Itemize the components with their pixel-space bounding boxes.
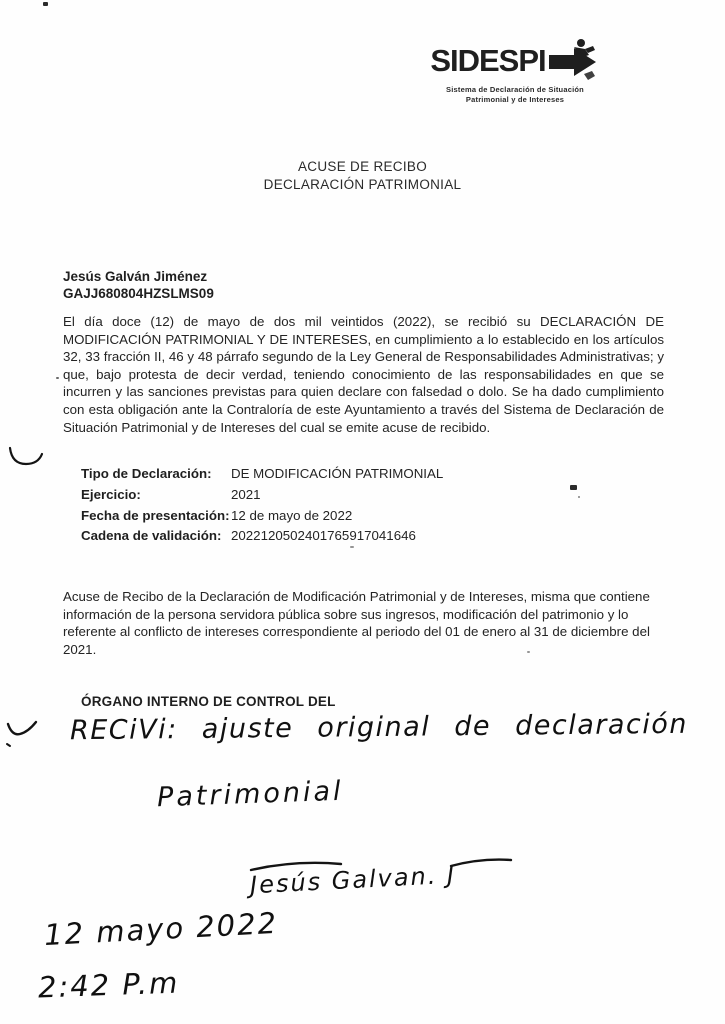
document-title-line1: ACUSE DE RECIBO bbox=[297, 159, 428, 174]
scan-speck bbox=[56, 377, 59, 379]
detail-label: Cadena de validación: bbox=[81, 528, 222, 544]
sidespi-wordmark: SIDESPI bbox=[430, 43, 546, 78]
receipt-paragraph: El día doce (12) de mayo de dos mil veintidos (2022), se recibió su DECLARACIÓN DE MODIFICACIÓN PATRIMONIAL Y DE INTERESES, en cumplimiento a lo establecido en los artículos 32, 33 fracción II, 46 y 48 párrafo segundo de la Ley General de Responsabilidades Administrativas; y que, bajo protesta de decir verdad, teniendo conocimiento de las responsabilidades en que se incurren y las sanciones previstas para quien declare con falsedad o dolo. Se ha dado cumplimiento con esta obligación ante la Contraloría de este Ayuntamiento a través del Sistema de Declaración de Situación Patrimonial y de Intereses del cual se emite acuse de recibido. bbox=[63, 314, 664, 435]
detail-value: DE MODIFICACIÓN PATRIMONIAL bbox=[231, 466, 444, 481]
detail-row-ejercicio bbox=[81, 485, 641, 506]
ink-check-mark bbox=[4, 718, 42, 750]
declarant-block bbox=[63, 268, 214, 302]
handwritten-date: 12 mayo 2022 bbox=[43, 905, 279, 953]
handwritten-note-line1: RECiVi: ajuste original de declaración bbox=[69, 708, 689, 747]
ink-curve-mark bbox=[8, 442, 48, 472]
logo-subtitle-line2: Patrimonial y de Intereses bbox=[465, 95, 565, 104]
document-title bbox=[0, 158, 725, 193]
handwritten-note-line2: Patrimonial bbox=[156, 775, 344, 814]
scan-speck bbox=[350, 546, 354, 548]
scan-speck bbox=[578, 496, 580, 498]
handwritten-time: 2:42 P.m bbox=[37, 965, 180, 1005]
summary-paragraph: Acuse de Recibo de la Declaración de Modificación Patrimonial y de Intereses, misma que contiene información de la persona servidora pública sobre sus ingresos, modificación del patrimonio y lo referente al conflicto de intereses correspondiente al periodo del 01 de enero al 31 de diciembre del 2021. bbox=[63, 589, 650, 657]
sidespi-logo bbox=[430, 38, 600, 104]
running-person-arrow-icon bbox=[548, 38, 600, 84]
detail-row-tipo bbox=[81, 464, 641, 485]
detail-value: 2021 bbox=[231, 486, 261, 502]
handwritten-signature: Jesús Galvan. J bbox=[249, 860, 457, 900]
declarant-curp: GAJJ680804HZSLMS09 bbox=[63, 286, 214, 301]
detail-label: Tipo de Declaración: bbox=[81, 466, 212, 481]
organo-interno-heading: ÓRGANO INTERNO DE CONTROL DEL bbox=[81, 694, 336, 709]
logo-subtitle-line1: Sistema de Declaración de Situación bbox=[446, 85, 584, 94]
detail-label: Ejercicio: bbox=[81, 486, 141, 502]
declarant-name: Jesús Galván Jiménez bbox=[63, 269, 208, 284]
detail-row-cadena bbox=[81, 526, 641, 547]
detail-value: 12 de mayo de 2022 bbox=[231, 507, 353, 523]
declaration-details bbox=[81, 464, 641, 547]
scan-speck bbox=[527, 651, 530, 653]
scan-speck bbox=[43, 2, 48, 6]
detail-row-fecha bbox=[81, 506, 641, 527]
document-title-line2: DECLARACIÓN PATRIMONIAL bbox=[263, 176, 462, 192]
detail-label: Fecha de presentación: bbox=[81, 507, 230, 523]
scan-speck bbox=[570, 485, 577, 490]
detail-value: 2022120502401765917041646 bbox=[231, 528, 416, 544]
